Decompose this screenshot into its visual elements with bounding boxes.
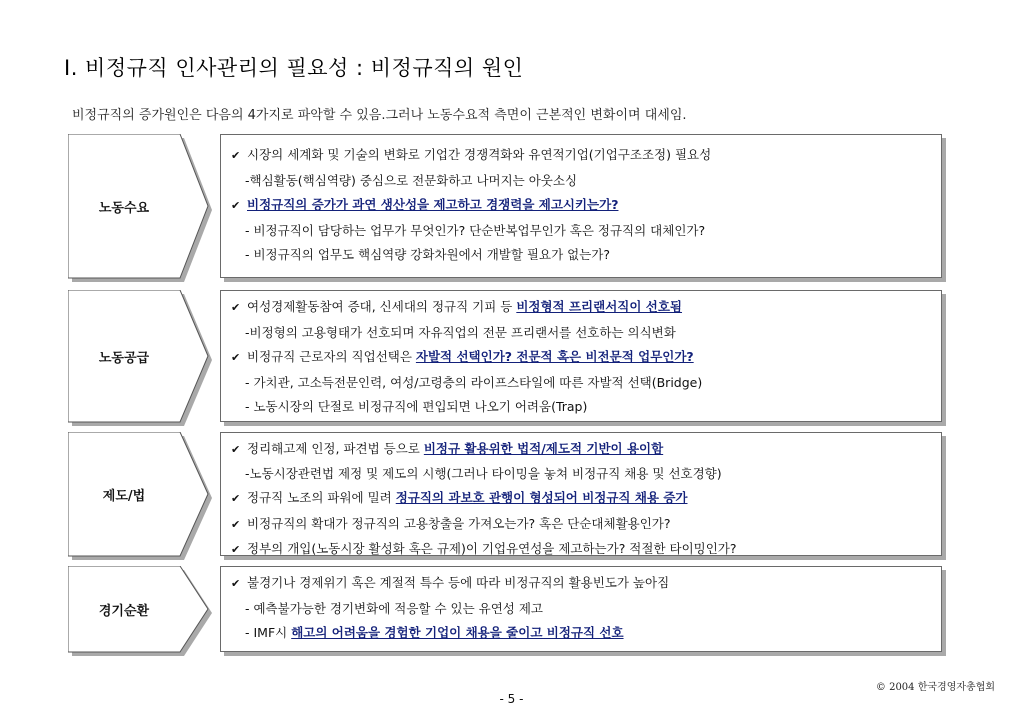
highlighted-text: 자발적 선택인가? 전문적 혹은 비전문적 업무인가?	[415, 349, 694, 364]
page-number: - 5 -	[499, 692, 524, 706]
line-text: - 가치관, 고소득전문인력, 여성/고령층의 라이프스타일에 따른 자발적 선택(Bridge)	[245, 374, 703, 390]
bullet-line	[231, 295, 931, 321]
sub-line	[231, 219, 931, 244]
checkmark-icon: ✔	[231, 351, 241, 364]
checkmark-icon: ✔	[231, 149, 241, 162]
line-text: 비정규직 근로자의 직업선택은	[247, 349, 416, 364]
highlighted-text: 해고의 어려움을 경험한 기업이 채용을 줄이고 비정규직 선호	[291, 625, 624, 640]
checkmark-icon: ✔	[231, 301, 241, 314]
bullet-line	[231, 537, 931, 562]
sub-line	[231, 371, 931, 396]
section-institution-law	[68, 432, 948, 556]
page-subtitle: 비정규직의 증가원인은 다음의 4가지로 파악할 수 있음.그러나 노동수요적 측면이 근본적인 변화이며 대세임.	[72, 108, 687, 123]
line-text: 정부의 개입(노동시장 활성화 혹은 규제)이 기업유연성을 제고하는가? 적절한 타이밍인가?	[247, 540, 737, 556]
line-text: 여성경제활동참여 증대, 신세대의 정규직 기피 등	[247, 299, 517, 314]
bullet-line	[231, 345, 931, 371]
checkmark-icon: ✔	[231, 577, 241, 590]
line-text: 비정규직의 확대가 정규직의 고용창출을 가져오는가? 혹은 단순대체활용인가?	[247, 515, 671, 531]
section-content-box	[220, 432, 942, 556]
line-text: 시장의 세계화 및 기술의 변화로 기업간 경쟁격화와 유연적기업(기업구조조정) 필요성	[247, 147, 712, 162]
line-text: 불경기나 경제위기 혹은 계절적 특수 등에 따라 비정규직의 활용빈도가 높아짐	[247, 575, 670, 590]
section-content-box	[220, 290, 942, 422]
section-label-business-cycle: 경기순환	[98, 604, 150, 619]
section-labor-demand	[68, 134, 948, 278]
checkmark-icon: ✔	[231, 542, 241, 556]
line-text: 정리해고제 인정, 파견법 등으로	[247, 441, 424, 456]
line-text: -노동시장관련법 제정 및 제도의 시행(그러나 타이밍을 놓쳐 비정규직 채용 및 선호경향)	[245, 466, 722, 482]
sub-line	[231, 597, 931, 622]
section-label-labor-demand: 노동수요	[98, 201, 150, 216]
checkmark-icon: ✔	[231, 517, 241, 531]
bullet-line	[231, 512, 931, 537]
highlighted-text: 정규직의 과보호 관행이 형성되어 비정규직 채용 증가	[395, 490, 688, 506]
section-business-cycle	[68, 566, 948, 652]
section-labor-supply	[68, 290, 948, 422]
section-label-institution-law: 제도/법	[102, 489, 146, 504]
copyright-footer: © 2004 한국경영자총협회	[875, 682, 995, 693]
checkmark-icon: ✔	[231, 443, 241, 456]
line-text: -핵심활동(핵심역량) 중심으로 전문화하고 나머지는 아웃소싱	[245, 172, 578, 188]
line-text: - 예측불가능한 경기변화에 적응할 수 있는 유연성 제고	[245, 600, 543, 616]
checkmark-icon: ✔	[231, 492, 241, 506]
sub-line	[231, 243, 931, 268]
line-text: 정규직 노조의 파워에 밀려	[247, 490, 396, 506]
sub-line	[231, 321, 931, 346]
section-label-labor-supply: 노동공급	[98, 351, 150, 366]
bullet-line	[231, 571, 931, 597]
sub-line	[231, 395, 931, 420]
line-text: - 비정규직이 담당하는 업무가 무엇인가? 단순반복업무인가 혹은 정규직의 대체인가?	[245, 222, 706, 238]
checkmark-icon: ✔	[231, 199, 241, 212]
highlighted-text: 비정규직의 증가가 과연 생산성을 제고하고 경쟁력을 제고시키는가?	[247, 197, 619, 212]
sub-line	[231, 621, 931, 646]
section-content-box	[220, 134, 942, 278]
sub-line	[231, 169, 931, 194]
bullet-line	[231, 486, 931, 511]
highlighted-text: 비정규 활용위한 법적/제도적 기반이 용이함	[423, 441, 664, 456]
line-text: -비정형의 고용형태가 선호되며 자유직업의 전문 프리랜서를 선호하는 의식변화	[245, 324, 676, 340]
line-text: - 비정규직의 업무도 핵심역량 강화차원에서 개발할 필요가 없는가?	[245, 247, 610, 262]
highlighted-text: 비정형적 프리랜서직이 선호됨	[516, 299, 683, 314]
bullet-line	[231, 193, 931, 219]
line-text: - 노동시장의 단절로 비정규직에 편입되면 나오기 어려움(Trap)	[245, 399, 588, 414]
page-title: Ⅰ. 비정규직 인사관리의 필요성 : 비정규직의 원인	[64, 56, 524, 80]
bullet-line	[231, 437, 931, 462]
section-content-box	[220, 566, 942, 652]
line-text: - IMF시	[245, 625, 292, 640]
bullet-line	[231, 143, 931, 169]
sub-line	[231, 462, 931, 486]
